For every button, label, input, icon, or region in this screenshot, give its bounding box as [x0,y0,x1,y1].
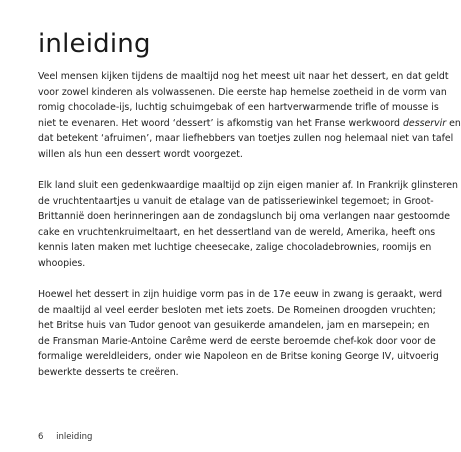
text-line [38,349,438,365]
text-run: en [446,117,461,129]
text-line [38,303,438,319]
text-line [38,131,454,147]
text-line [38,365,438,381]
text-run: romig chocolade-ijs, luchtig schuimgebak of een hartverwarmende trifle of mousse is [38,102,439,114]
text-run: dat betekent ‘afruimen’, maar liefhebbers van toetjes zullen nog helemaal niet van tafel [38,133,454,145]
text-line [38,209,450,225]
text-run: de Fransman Marie-Antoine Carême werd de eerste beroemde chef-kok door voor de [38,335,436,347]
text-line [38,178,458,194]
text-line [38,225,438,241]
text-line [38,256,438,272]
text-run: voor zowel kinderen als volwassenen. Die eerste hap hemelse zoetheid in de vorm van [38,86,447,98]
text-line [38,147,438,163]
text-run: het Britse huis van Tudor genoot van gesuikerde amandelen, jam en marsepein; en [38,320,430,332]
text-line [38,100,438,116]
text-run: de maaltijd al veel eerder besloten met iets zoets. De Romeinen droogden vruchten; [38,304,436,316]
text-run: Veel mensen kijken tijdens de maaltijd nog het meest uit naar het dessert, en dat geldt [38,71,449,82]
text-run: de vruchtentaartjes u vanuit de etalage van de patisseriewinkel tegemoet; in Groot- [38,195,434,207]
text-line [38,240,438,256]
text-run: formalige wereldleiders, onder wie Napoleon en de Britse koning George IV, uitvoerig [38,351,439,363]
text-run: Hoewel het dessert in zijn huidige vorm pas in de 17e eeuw in zwang is geraakt, werd [38,288,443,300]
body-text [38,69,461,396]
text-run: bewerkte desserts te creëren. [38,366,179,378]
page-title: inleiding [38,29,151,59]
text-line [38,85,447,101]
text-line [38,194,438,210]
page-footer [38,431,92,443]
text-run: whoopies. [38,257,86,269]
italic-term: desservir [402,117,447,129]
text-line [38,287,443,303]
text-run: Brittannië doen herinneringen aan de zondagslunch bij oma verlangen naar gestoomde [38,211,450,223]
text-run: niet te evenaren. Het woord ‘dessert’ is afkomstig van het Franse werkwoord [38,117,403,129]
text-run: kennis laten maken met luchtige cheesecake, zalige chocoladebrownies, roomijs en [38,242,432,254]
text-line [38,334,438,350]
text-line [38,69,449,85]
running-header: inleiding [56,432,93,442]
paragraph [38,69,461,163]
text-run: willen als hun een dessert wordt voorgezet. [38,148,243,160]
paragraph [38,178,458,272]
text-run: cake en vruchtenkruimeltaart, en het dessertland van de wereld, Amerika, heeft ons [38,226,436,238]
paragraph [38,287,443,381]
text-line [38,116,461,132]
page-number: 6 [38,432,44,442]
text-line [38,318,438,334]
text-run: Elk land sluit een gedenkwaardige maaltijd op zijn eigen manier af. In Frankrijk glinsteren [38,179,458,191]
